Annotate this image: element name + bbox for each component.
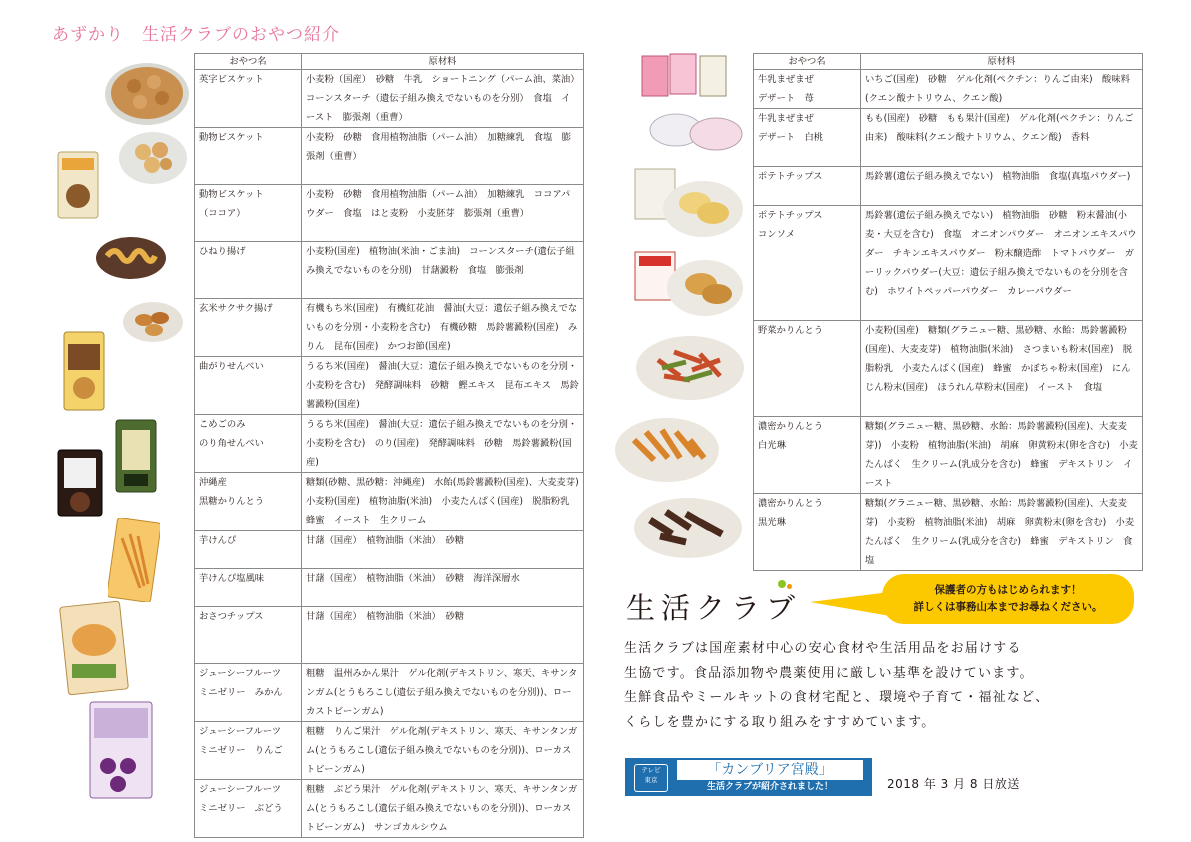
table-row [754, 70, 1143, 109]
snack-ingredients: 糖類(砂糖、黒砂糖：沖縄産) 水飴(馬鈴薯澱粉(国産)、大麦麦芽) 小麦粉(国産) 植物油脂(米油) 小麦たんぱく(国産) 脱脂粉乳 蜂蜜 イースト 生クリーム [302, 473, 584, 531]
snack-ingredients: 小麦粉 砂糖 食用植物油脂（パーム油） 加糖練乳 食塩 膨張剤（重曹） [302, 128, 584, 185]
snack-name: 沖縄産 黒糖かりんとう [195, 473, 302, 531]
snack-ingredients: 小麦粉 砂糖 食用植物油脂（パーム油） 加糖練乳 ココアパウダー 食塩 はと麦粉 小麦胚芽 膨張剤（重曹） [302, 185, 584, 242]
logo-leaf-dot [778, 580, 786, 588]
column-header-name: おやつ名 [754, 54, 861, 70]
broadcast-date: 2018 年 3 月 8 日放送 [887, 777, 1020, 791]
speech-bubble [882, 574, 1134, 624]
snack-ingredients: 馬鈴薯(遺伝子組み換えでない) 植物油脂 砂糖 粉末醤油(小麦・大豆を含む) 食塩 オニオンパウダー オニオンエキスパウダー チキンエキスパウダー 粉末醸造酢 トマトパウダー ガーリックパウダー(大豆：遺伝子組み換えでないものを分別を含む) ホワイトペッパーパウダー カレーパウダー [861, 206, 1143, 321]
tv-badge-top: テレビ [641, 766, 661, 774]
potato-chips-photo [633, 165, 745, 243]
snack-name: ジューシーフルーツ ミニゼリー みかん [195, 664, 302, 722]
tv-badge-bottom: 東京 [644, 776, 658, 784]
table-row [754, 109, 1143, 167]
snack-name: 曲がりせんべい [195, 357, 302, 415]
table-row [195, 185, 584, 242]
table-row [754, 321, 1143, 417]
table-row [754, 494, 1143, 571]
snack-name: 牛乳まぜまぜ デザート 白桃 [754, 109, 861, 167]
snack-name: ポテトチップス コンソメ [754, 206, 861, 321]
kuro-karinto-photo [630, 490, 746, 562]
snack-name: おさつチップス [195, 607, 302, 664]
consomme-chips-photo [633, 246, 745, 322]
snack-ingredients: 粗糖 温州みかん果汁 ゲル化剤(デキストリン、寒天、キサンタンガム(とうもろこし(遺伝子組み換えでないものを分別))、ローカストビーンガム) [302, 664, 584, 722]
yasai-karinto-photo [634, 330, 746, 402]
column-header-ingredients: 原材料 [302, 54, 584, 70]
column-header-name: おやつ名 [195, 54, 302, 70]
logo-orange-dot [787, 584, 792, 589]
snack-ingredients: 糖類(グラニュー糖、黒砂糖、水飴：馬鈴薯澱粉(国産)、大麦麦芽)) 小麦粉 植物油脂(米油) 胡麻 卵黄粉末(卵を含む) 小麦たんぱく 生クリーム(乳成分を含む) 蜂蜜 デキストリン イースト [861, 417, 1143, 494]
snack-name: 動物ビスケット [195, 128, 302, 185]
snack-ingredients: 甘藷（国産） 植物油脂（米油） 砂糖 [302, 531, 584, 569]
snack-ingredients: 甘藷（国産） 植物油脂（米油） 砂糖 [302, 607, 584, 664]
animal-biscuit-photo [118, 130, 188, 185]
snack-name: ジューシーフルーツ ミニゼリー ぶどう [195, 780, 302, 838]
snack-name: ジューシーフルーツ ミニゼリー りんご [195, 722, 302, 780]
table-row [195, 299, 584, 357]
snack-name: ポテトチップス [754, 167, 861, 206]
club-description: 生活クラブは国産素材中心の安心食材や生活用品をお届けする 生協です。食品添加物や農薬使用に厳しい基準を設けています。 生鮮食品やミールキットの食材宅配と、環境や子育て・福祉など、 くらしを豊かにする取り組みをすすめています。 [624, 641, 1050, 730]
snack-ingredients: 小麦粉(国産) 糖類(グラニュー糖、黒砂糖、水飴：馬鈴薯澱粉(国産)、大麦麦芽) 植物油脂(米油) さつまいも粉末(国産) 脱脂粉乳 小麦たんぱく(国産) 蜂蜜 かぼちゃ粉末(国産) にんじん粉末(国産) ほうれん草粉末(国産) イースト 食塩 [861, 321, 1143, 417]
genmai-age-photo [122, 300, 184, 344]
snack-name: 牛乳まぜまぜ デザート 苺 [754, 70, 861, 109]
snack-name: こめごのみ のり角せんべい [195, 415, 302, 473]
animal-biscuit-bag-photo [56, 150, 100, 220]
snack-table-right [753, 53, 1143, 571]
english-biscuit-photo [104, 60, 190, 126]
speech-bubble-tail [810, 592, 890, 616]
snack-name: 野菜かりんとう [754, 321, 861, 417]
snack-ingredients: もも(国産) 砂糖 もも果汁(国産) ゲル化剤(ペクチン：りんご由来) 酸味料(クエン酸ナトリウム、クエン酸) 香料 [861, 109, 1143, 167]
table-row [754, 206, 1143, 321]
snack-ingredients: 小麦粉(国産) 植物油(米油・ごま油) コーンスターチ(遺伝子組み換えでないものを分別) 甘藷澱粉 食塩 膨張剤 [302, 242, 584, 299]
seikatsu-club-logo: 生活クラブ [626, 591, 802, 625]
snack-name: 動物ビスケット （ココア） [195, 185, 302, 242]
snack-ingredients: 馬鈴薯(遺伝子組み換えでない) 植物油脂 食塩(真塩パウダー) [861, 167, 1143, 206]
table-header-row [195, 54, 584, 70]
snack-name: 芋けんぴ塩風味 [195, 569, 302, 607]
snack-name: 芋けんぴ [195, 531, 302, 569]
table-row [195, 722, 584, 780]
nori-senbei-bag-photo [114, 418, 158, 494]
table-header-row [754, 54, 1143, 70]
table-row [754, 167, 1143, 206]
table-row [195, 473, 584, 531]
table-row [195, 780, 584, 838]
osatsu-chips-bag-photo [58, 600, 130, 696]
column-header-ingredients: 原材料 [861, 54, 1143, 70]
mini-jelly-bag-photo [88, 700, 154, 800]
dessert-packs-photo [636, 50, 748, 158]
snack-ingredients: 粗糖 ぶどう果汁 ゲル化剤(デキストリン、寒天、キサンタンガム(とうもろこし(遺伝子組み換えでないものを分別))、ローカストビーンガム) サンゴカルシウム [302, 780, 584, 838]
tv-program-subtitle: 生活クラブが紹介されました！ [706, 782, 833, 792]
table-row [195, 415, 584, 473]
snack-ingredients: 糖類(グラニュー糖、黒砂糖、水飴：馬鈴薯澱粉(国産)、大麦麦芽) 小麦粉 植物油脂(米油) 胡麻 卵黄粉末(卵を含む) 小麦たんぱく 生クリーム(乳成分を含む) 蜂蜜 デキストリン 食塩 [861, 494, 1143, 571]
snack-name: 濃密かりんとう 黒光琳 [754, 494, 861, 571]
tv-program-title: 「カンブリア宮殿」 [677, 760, 863, 780]
table-row [195, 357, 584, 415]
snack-name: 玄米サクサク揚げ [195, 299, 302, 357]
snack-ingredients: 有機もち米(国産) 有機紅花油 醤油(大豆：遺伝子組み換えでないものを分別・小麦粉を含む) 有機砂糖 馬鈴薯澱粉(国産) みりん 昆布(国産) かつお節(国産) [302, 299, 584, 357]
table-row [195, 242, 584, 299]
snack-ingredients: 甘藷（国産） 植物油脂（米油） 砂糖 海洋深層水 [302, 569, 584, 607]
table-row [195, 664, 584, 722]
snack-ingredients: うるち米(国産) 醤油(大豆：遺伝子組み換えでないものを分別・小麦粉を含む) のり(国産) 発酵調味料 砂糖 馬鈴薯澱粉(国産) [302, 415, 584, 473]
speech-bubble-text: 保護者の方もはじめられます！ 詳しくは事務山本までお尋ねください。 [913, 584, 1103, 613]
table-row [195, 607, 584, 664]
tv-tokyo-badge [634, 764, 668, 792]
snack-ingredients: いちご(国産) 砂糖 ゲル化剤(ペクチン：りんご由来) 酸味料(クエン酸ナトリウム、クエン酸) [861, 70, 1143, 109]
snack-ingredients: 小麦粉（国産） 砂糖 牛乳 ショートニング（パーム油、菜油） コーンスターチ（遺伝子組み換えでないものを分別） 食塩 イースト 膨張剤（重曹） [302, 70, 584, 128]
table-row [195, 128, 584, 185]
table-row [195, 531, 584, 569]
snack-ingredients: 粗糖 りんご果汁 ゲル化剤(デキストリン、寒天、キサンタンガム(とうもろこし(遺伝子組み換えでないものを分別))、ローカストビーンガム) [302, 722, 584, 780]
snack-table-left [194, 53, 589, 838]
imo-kenpi-bag-photo [108, 518, 160, 602]
senbei-bag-photo [62, 330, 106, 412]
shiro-karinto-photo [612, 410, 722, 486]
snack-name: 濃密かりんとう 白光琳 [754, 417, 861, 494]
kokuto-karinto-bag-photo [56, 448, 104, 518]
table-row [754, 417, 1143, 494]
hineri-age-photo [95, 232, 167, 280]
page-title: あずかり 生活クラブのおやつ紹介 [52, 25, 340, 45]
table-row [195, 70, 584, 128]
table-row [195, 569, 584, 607]
snack-name: 英字ビスケット [195, 70, 302, 128]
snack-ingredients: うるち米(国産) 醤油(大豆：遺伝子組み換えでないものを分別・小麦粉を含む) 発酵調味料 砂糖 鰹エキス 昆布エキス 馬鈴薯澱粉(国産) [302, 357, 584, 415]
tv-banner [625, 758, 872, 796]
snack-name: ひねり揚げ [195, 242, 302, 299]
